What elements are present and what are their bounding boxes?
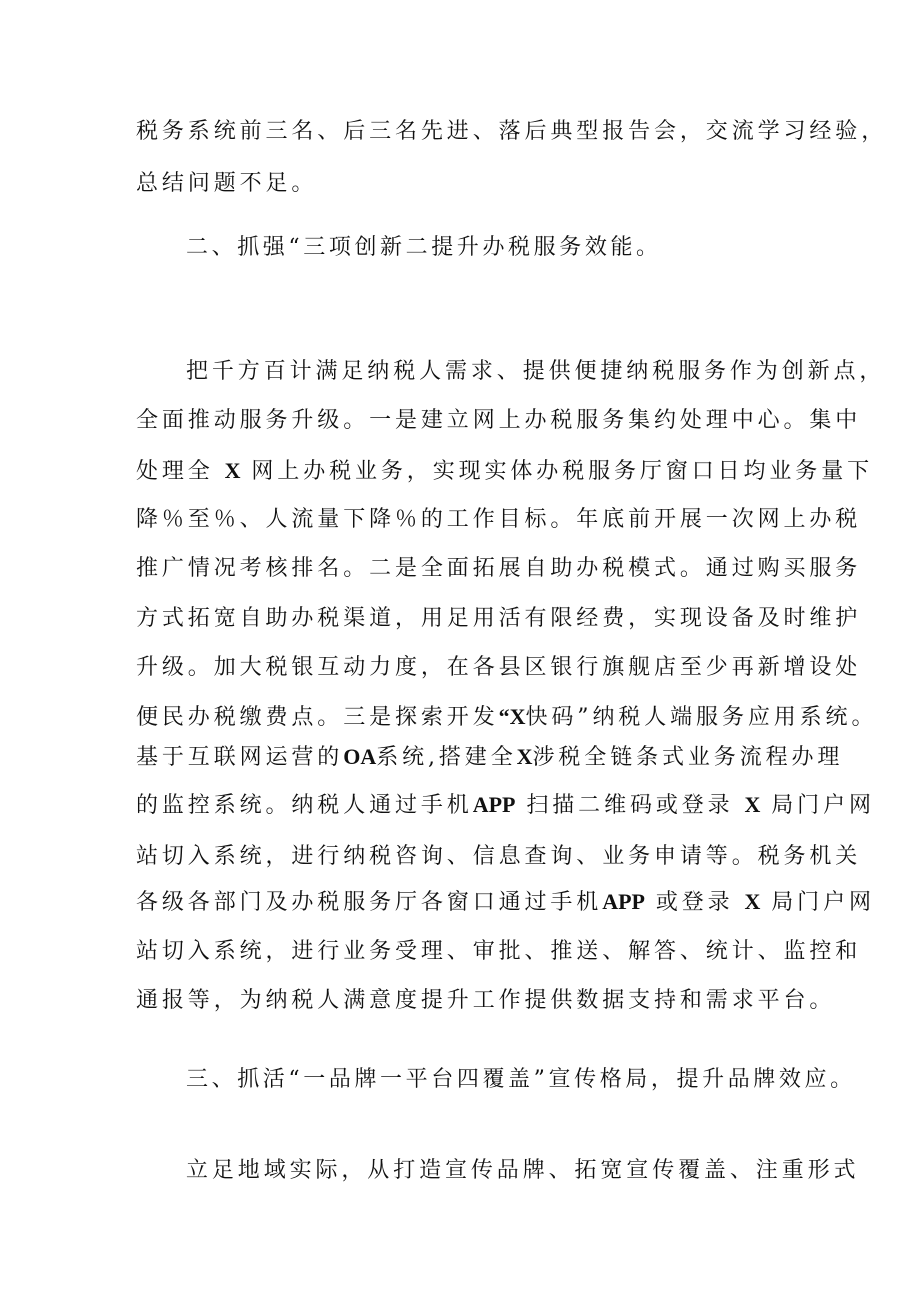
paragraph-1-line-2: 总结问题不足。 bbox=[136, 171, 318, 196]
paragraph-2-line-14: 通报等，为纳税人满意度提升工作提供数据支持和需求平台。 bbox=[136, 988, 836, 1013]
text-run: 局门户网 bbox=[771, 793, 875, 818]
paragraph-3-line-1: 立足地域实际，从打造宣传品牌、拓宽宣传覆盖、注重形式 bbox=[186, 1158, 860, 1183]
text-run: 扫描二维码或登录 bbox=[526, 793, 734, 818]
bold-run: X bbox=[744, 792, 761, 817]
paragraph-2-line-13: 站切入系统，进行业务受理、审批、推送、解答、统计、监控和 bbox=[136, 939, 862, 964]
text-run: 的监控系统。纳税人通过手机 bbox=[136, 793, 473, 818]
paragraph-2-line-3 bbox=[136, 456, 874, 487]
text-run: 或登录 bbox=[655, 890, 734, 915]
bold-run: X bbox=[744, 889, 761, 914]
text-run: 涉税全链条式业务流程办理 bbox=[532, 745, 844, 770]
paragraph-2-line-12 bbox=[136, 887, 875, 918]
bold-run: OA bbox=[343, 744, 377, 769]
paragraph-2-line-1: 把千方百计满足纳税人需求、提供便捷纳税服务作为创新点， bbox=[186, 359, 886, 384]
text-run: 快码”纳税人端服务应用系统。 bbox=[525, 705, 878, 730]
bold-run: X bbox=[224, 458, 241, 483]
section-heading-3: 三、抓活“一品牌一平台四覆盖”宣传格局，提升品牌效应。 bbox=[186, 1067, 856, 1092]
bold-run: APP bbox=[472, 792, 516, 817]
paragraph-2-line-5: 推广情况考核排名。二是全面拓展自助办税模式。通过购买服务 bbox=[136, 556, 862, 581]
text-run: 各级各部门及办税服务厅各窗口通过手机 bbox=[136, 890, 603, 915]
bold-run: “X bbox=[498, 704, 526, 729]
paragraph-1-line-1: 税务系统前三名、后三名先进、落后典型报告会，交流学习经验， bbox=[136, 119, 888, 144]
paragraph-2-line-9 bbox=[136, 742, 844, 773]
text-run: 基于互联网运营的 bbox=[136, 745, 344, 770]
paragraph-2-line-4: 降％至％、人流量下降％的工作目标。年底前开展一次网上办税 bbox=[136, 507, 862, 532]
paragraph-2-line-2: 全面推动服务升级。一是建立网上办税服务集约处理中心。集中 bbox=[136, 408, 862, 433]
text-run: 处理全 bbox=[136, 459, 214, 484]
paragraph-2-line-11: 站切入系统，进行纳税咨询、信息查询、业务申请等。税务机关 bbox=[136, 844, 862, 869]
paragraph-2-line-10 bbox=[136, 790, 875, 821]
paragraph-2-line-7: 升级。加大税银互动力度，在各县区银行旗舰店至少再新增设处 bbox=[136, 655, 862, 680]
section-heading-2: 二、抓强“三项创新二提升办税服务效能。 bbox=[186, 235, 662, 260]
text-run: 网上办税业务，实现实体办税服务厅窗口日均业务量下 bbox=[251, 459, 874, 484]
text-run: 便民办税缴费点。三是探索开发 bbox=[136, 705, 499, 730]
text-run: 局门户网 bbox=[771, 890, 875, 915]
bold-run: X bbox=[516, 744, 533, 769]
paragraph-2-line-6: 方式拓宽自助办税渠道，用足用活有限经费，实现设备及时维护 bbox=[136, 606, 862, 631]
text-run: 系统,搭建全 bbox=[376, 745, 517, 770]
paragraph-2-line-8 bbox=[136, 702, 878, 733]
bold-run: APP bbox=[602, 889, 645, 914]
